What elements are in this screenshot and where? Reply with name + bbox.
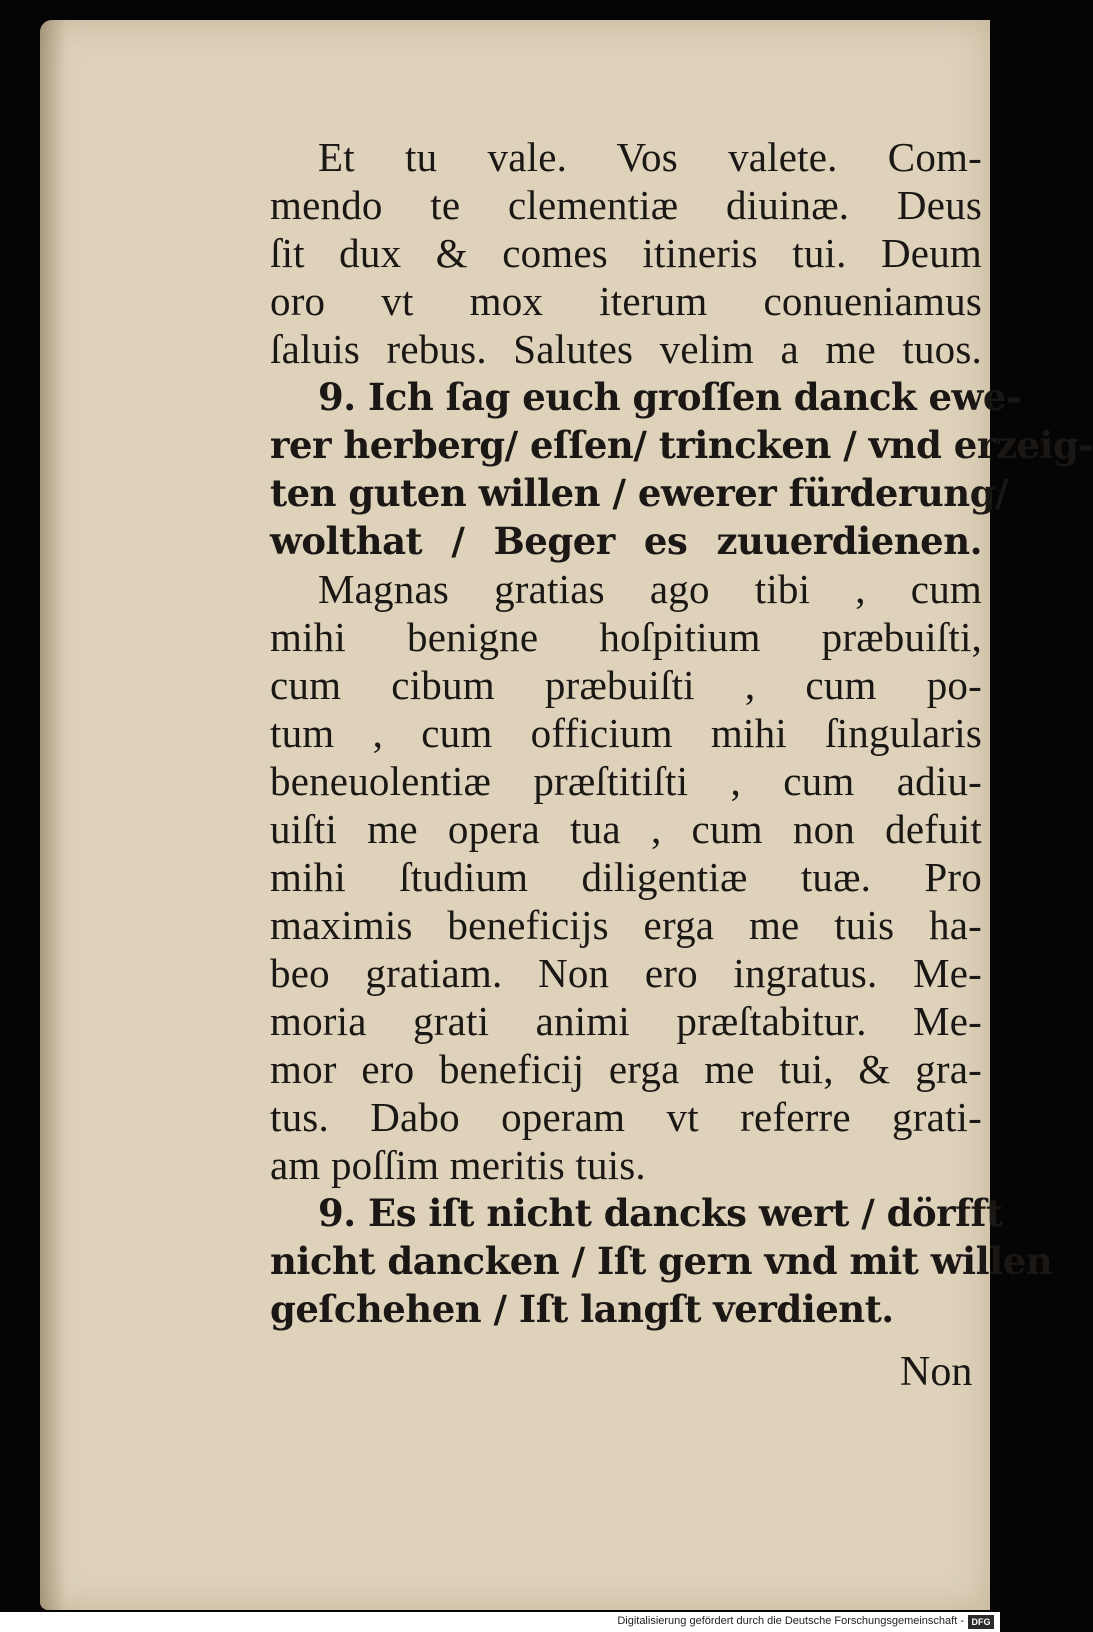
text-line: maximis beneficijs erga me tuis ha- [270,902,982,948]
text-line: geſchehen / Iſt langſt verdient. [270,1287,894,1331]
text-line: mihi ſtudium diligentiæ tuæ. Pro [270,854,982,900]
text-line: 9. Ich ſag euch groſſen danck ewe- [318,375,1021,419]
text-line: tum , cum officium mihi ſingularis [270,710,982,756]
text-line: ſaluis rebus. Salutes velim a me tuos. [270,326,982,372]
text-line: mihi benigne hoſpitium præbuiſti, [270,614,982,660]
text-line: Et tu vale. Vos valete. Com- [318,134,982,180]
text-line: am poſſim meritis tuis. [270,1142,646,1188]
text-line: Magnas gratias ago tibi , cum [318,566,982,612]
text-line: 9. Es iſt nicht dancks wert / dörfft [318,1191,1003,1235]
text-line: uiſti me opera tua , cum non defuit [270,806,982,852]
text-line: rer herberg/ eſſen/ trincken / vnd erzeig- [270,423,1093,467]
text-line: tus. Dabo operam vt referre grati- [270,1094,982,1140]
text-line: mor ero beneficij erga me tui, & gra- [270,1046,982,1092]
text-line: cum cibum præbuiſti , cum po- [270,662,982,708]
text-line: nicht dancken / Iſt gern vnd mit willen [270,1239,1053,1283]
digitization-footer [0,1612,1000,1632]
text-line: beo gratiam. Non ero ingratus. Me- [270,950,982,996]
text-line: beneuolentiæ præſtitiſti , cum adiu- [270,758,982,804]
text-line: ſit dux & comes itineris tui. Deum [270,230,982,276]
text-line: ten guten willen / ewerer fürderung/ [270,471,1009,515]
text-line: oro vt mox iterum conueniamus [270,278,982,324]
page-text [270,133,1093,1333]
book-page [40,20,1093,1610]
text-line: mendo te clementiæ diuinæ. Deus [270,182,982,228]
text-line: moria grati animi præſtabitur. Me- [270,998,982,1044]
catchword: Non [900,1349,973,1395]
funding-credit: Digitalisierung gefördert durch die Deutsche Forschungsgemeinschaft - [617,1615,964,1627]
dfg-logo-icon: DFG [968,1615,994,1629]
text-line: wolthat / Beger es zuuerdienen. [270,519,982,563]
